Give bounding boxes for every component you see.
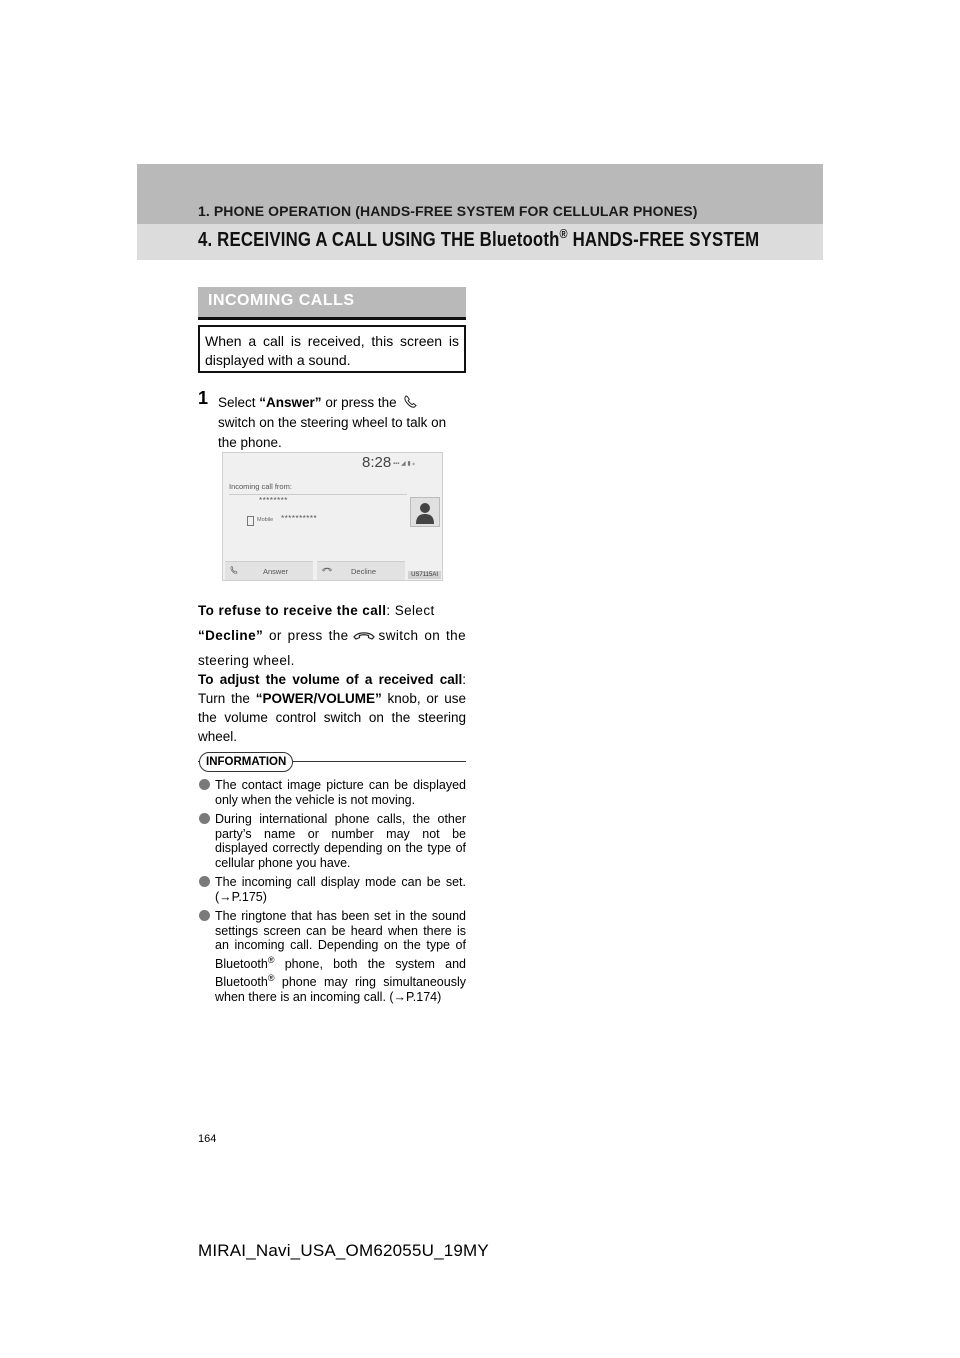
decline-button[interactable] — [317, 561, 405, 580]
status-icons: ▪▪▪ ◢ ▮ ⁎ — [393, 461, 416, 467]
screen-divider — [229, 494, 407, 495]
refuse-heading: To refuse to receive the call — [198, 603, 387, 618]
answer-button[interactable] — [225, 561, 313, 580]
info-item-text: phone may ring simultaneously when there is an incoming call. (→P.174) — [215, 975, 466, 1004]
section-title — [198, 226, 759, 252]
registered-mark: ® — [559, 226, 568, 241]
bullet-icon — [199, 779, 210, 790]
step-press: or press the — [321, 395, 397, 410]
incoming-calls-heading-text: INCOMING CALLS — [208, 292, 355, 309]
hang-up-switch-icon — [353, 630, 375, 640]
adjust-knob: “POWER/VOLUME” — [255, 691, 382, 706]
refuse-decline: “Decline” — [198, 628, 264, 643]
image-code: US7115AI — [408, 571, 441, 579]
incoming-calls-heading — [198, 287, 466, 320]
info-item — [198, 875, 466, 904]
document-id: MIRAI_Navi_USA_OM62055U_19MY — [198, 1241, 489, 1260]
chapter-title: 1. PHONE OPERATION (HANDS-FREE SYSTEM FOR CELLULAR PHONES) — [198, 203, 698, 219]
intro-text: When a call is received, this screen is displayed with a sound. — [205, 333, 459, 368]
step-text — [218, 393, 466, 453]
incoming-caption: Incoming call from: — [229, 482, 292, 491]
info-item-text: The contact image picture can be displayed only when the vehicle is not moving. — [215, 778, 466, 807]
mobile-label: Mobile — [257, 517, 274, 523]
clock: 8:28 — [362, 454, 392, 471]
info-item — [198, 909, 466, 1004]
section-title-text: 4. RECEIVING A CALL USING THE Bluetooth — [198, 229, 560, 251]
caller-number: ********** — [281, 514, 318, 523]
intro-box — [198, 325, 466, 373]
refuse-colon: : Select — [386, 603, 435, 618]
page-number: 164 — [198, 1133, 217, 1145]
refuse-rest: switch on the steering wheel. — [198, 628, 466, 668]
information-label: INFORMATION — [199, 752, 293, 772]
step-select: Select — [218, 395, 260, 410]
registered-mark: ® — [267, 973, 275, 984]
incoming-call-screen — [222, 452, 443, 581]
caller-name: ******** — [259, 496, 288, 505]
bullet-icon — [199, 813, 210, 824]
info-item-text: The ringtone that has been set in the sound settings screen can be heard when there is an incoming call. Depending on the type of Bluetooth — [215, 909, 466, 971]
info-item-text: During international phone calls, the other party’s name or number may not be displayed correctly depending on the type of cellular phone you have. — [215, 812, 466, 870]
info-item — [198, 812, 466, 870]
bullet-icon — [199, 876, 210, 887]
adjust-heading: To adjust the volume of a received call — [198, 672, 463, 687]
refuse-paragraph — [198, 598, 466, 673]
refuse-press: or press the — [263, 628, 349, 643]
step-answer: “Answer” — [259, 395, 322, 410]
registered-mark: ® — [267, 954, 275, 965]
adjust-rest: knob, or use the volume control switch on the steering wheel. — [198, 691, 467, 744]
decline-label: Decline — [351, 567, 377, 576]
bullet-icon — [199, 910, 210, 921]
answer-label: Answer — [263, 567, 289, 576]
phone-switch-icon — [403, 395, 419, 409]
mobile-phone-icon — [247, 516, 254, 526]
information-list — [198, 778, 466, 1009]
phone-decline-icon — [322, 566, 332, 572]
contact-avatar-icon — [410, 497, 440, 527]
info-item — [198, 778, 466, 807]
adjust-colon: : Turn the — [198, 672, 466, 706]
adjust-paragraph — [198, 670, 466, 746]
phone-answer-icon — [230, 566, 238, 574]
step-rest: switch on the steering wheel to talk on the phone. — [218, 415, 447, 450]
step-number: 1 — [198, 388, 209, 408]
info-item-text: phone, both the system and Bluetooth — [215, 956, 466, 990]
info-item-text: The incoming call display mode can be set. (→P.175) — [215, 875, 466, 904]
section-title-suffix: HANDS-FREE SYSTEM — [567, 229, 760, 251]
